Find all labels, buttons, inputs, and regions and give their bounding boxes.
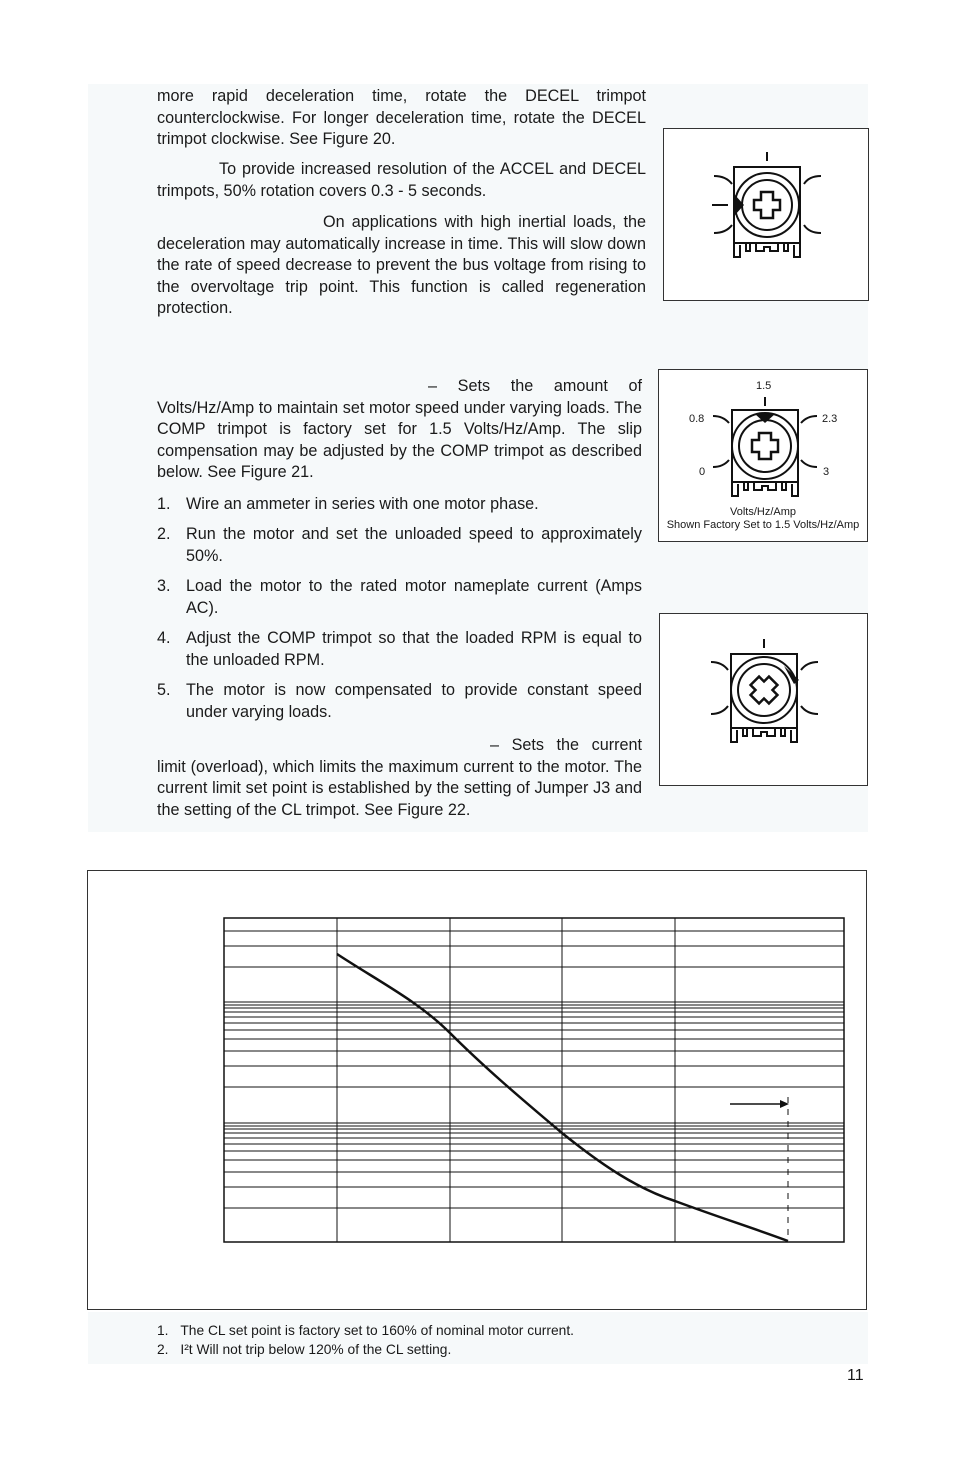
figure-22-cl-trimpot [659,613,868,786]
step-4 [157,628,642,671]
resolution-paragraph: To provide increased resolution of the ACCEL and DECEL trimpots, 50% rotation covers 0.3 - 5 seconds. [157,160,646,200]
step-text: Load the motor to the rated motor nameplate current (Amps AC). [186,577,642,617]
step-5 [157,680,642,723]
page-number: 11 [847,1367,864,1384]
figure-21-comp-trimpot [658,369,868,542]
footnote-2 [157,1341,757,1359]
step-text: Run the motor and set the unloaded speed to approximately 50%. [186,525,642,565]
scale-label-left-upper: 0.8 [689,413,705,425]
overload-curve-chart [88,871,866,1309]
overload-curve-figure [87,870,867,1310]
step-text: Wire an ammeter in series with one motor phase. [186,495,539,513]
figure-21-caption-setting: Shown Factory Set to 1.5 Volts/Hz/Amp [666,519,860,531]
decel-trimpot-icon [664,129,868,300]
regeneration-paragraph: On applications with high inertial loads, the deceleration may automatically increase in time. This will slow down the rate of speed decrease to prevent the bus voltage from rising to the overvoltage trip point. This function is called regeneration protection. [157,213,646,318]
current-limit-paragraph: – Sets the current limit (overload), which limits the maximum current to the motor. The current limit set point is established by the setting of Jumper J3 and the setting of the CL trimpot. See Figure 22. [157,736,642,819]
figure-20-decel-trimpot [663,128,869,301]
scale-label-left-lower: 0 [699,466,706,478]
cl-trimpot-icon [660,614,867,785]
step-text: The motor is now compensated to provide constant speed under varying loads. [186,681,642,721]
step-2 [157,524,642,567]
footnote-text: I²t Will not trip below 120% of the CL setting. [180,1342,452,1357]
scale-label-right-lower: 3 [823,466,830,478]
comp-paragraph: – Sets the amount of Volts/Hz/Amp to maintain set motor speed under varying loads. The COMP trimpot is factory set for 1.5 Volts/Hz/Amp. The slip compensation may be adjusted by the COMP trimpot as described below. See Figure 21. [157,377,642,482]
step-1 [157,494,642,516]
figure-21-caption-units: Volts/Hz/Amp [729,506,797,518]
footnote-text: The CL set point is factory set to 160% of nominal motor current. [180,1323,575,1338]
step-number: 5. [157,681,171,699]
step-3 [157,576,642,619]
footnote-number: 1. [157,1323,169,1338]
step-number: 2. [157,525,171,543]
decel-paragraph: more rapid deceleration time, rotate the DECEL trimpot counterclockwise. For longer deceleration time, rotate the DECEL trimpot clockwise. See Figure 20. [157,87,646,149]
footnote-number: 2. [157,1342,169,1357]
chart-grid [224,918,844,1242]
scale-label-top: 1.5 [756,380,772,392]
step-text: Adjust the COMP trimpot so that the loaded RPM is equal to the unloaded RPM. [186,629,642,669]
footnote-1 [157,1322,757,1340]
step-number: 1. [157,495,171,513]
scale-label-right-upper: 2.3 [822,413,838,425]
step-number: 3. [157,577,171,595]
step-number: 4. [157,629,171,647]
